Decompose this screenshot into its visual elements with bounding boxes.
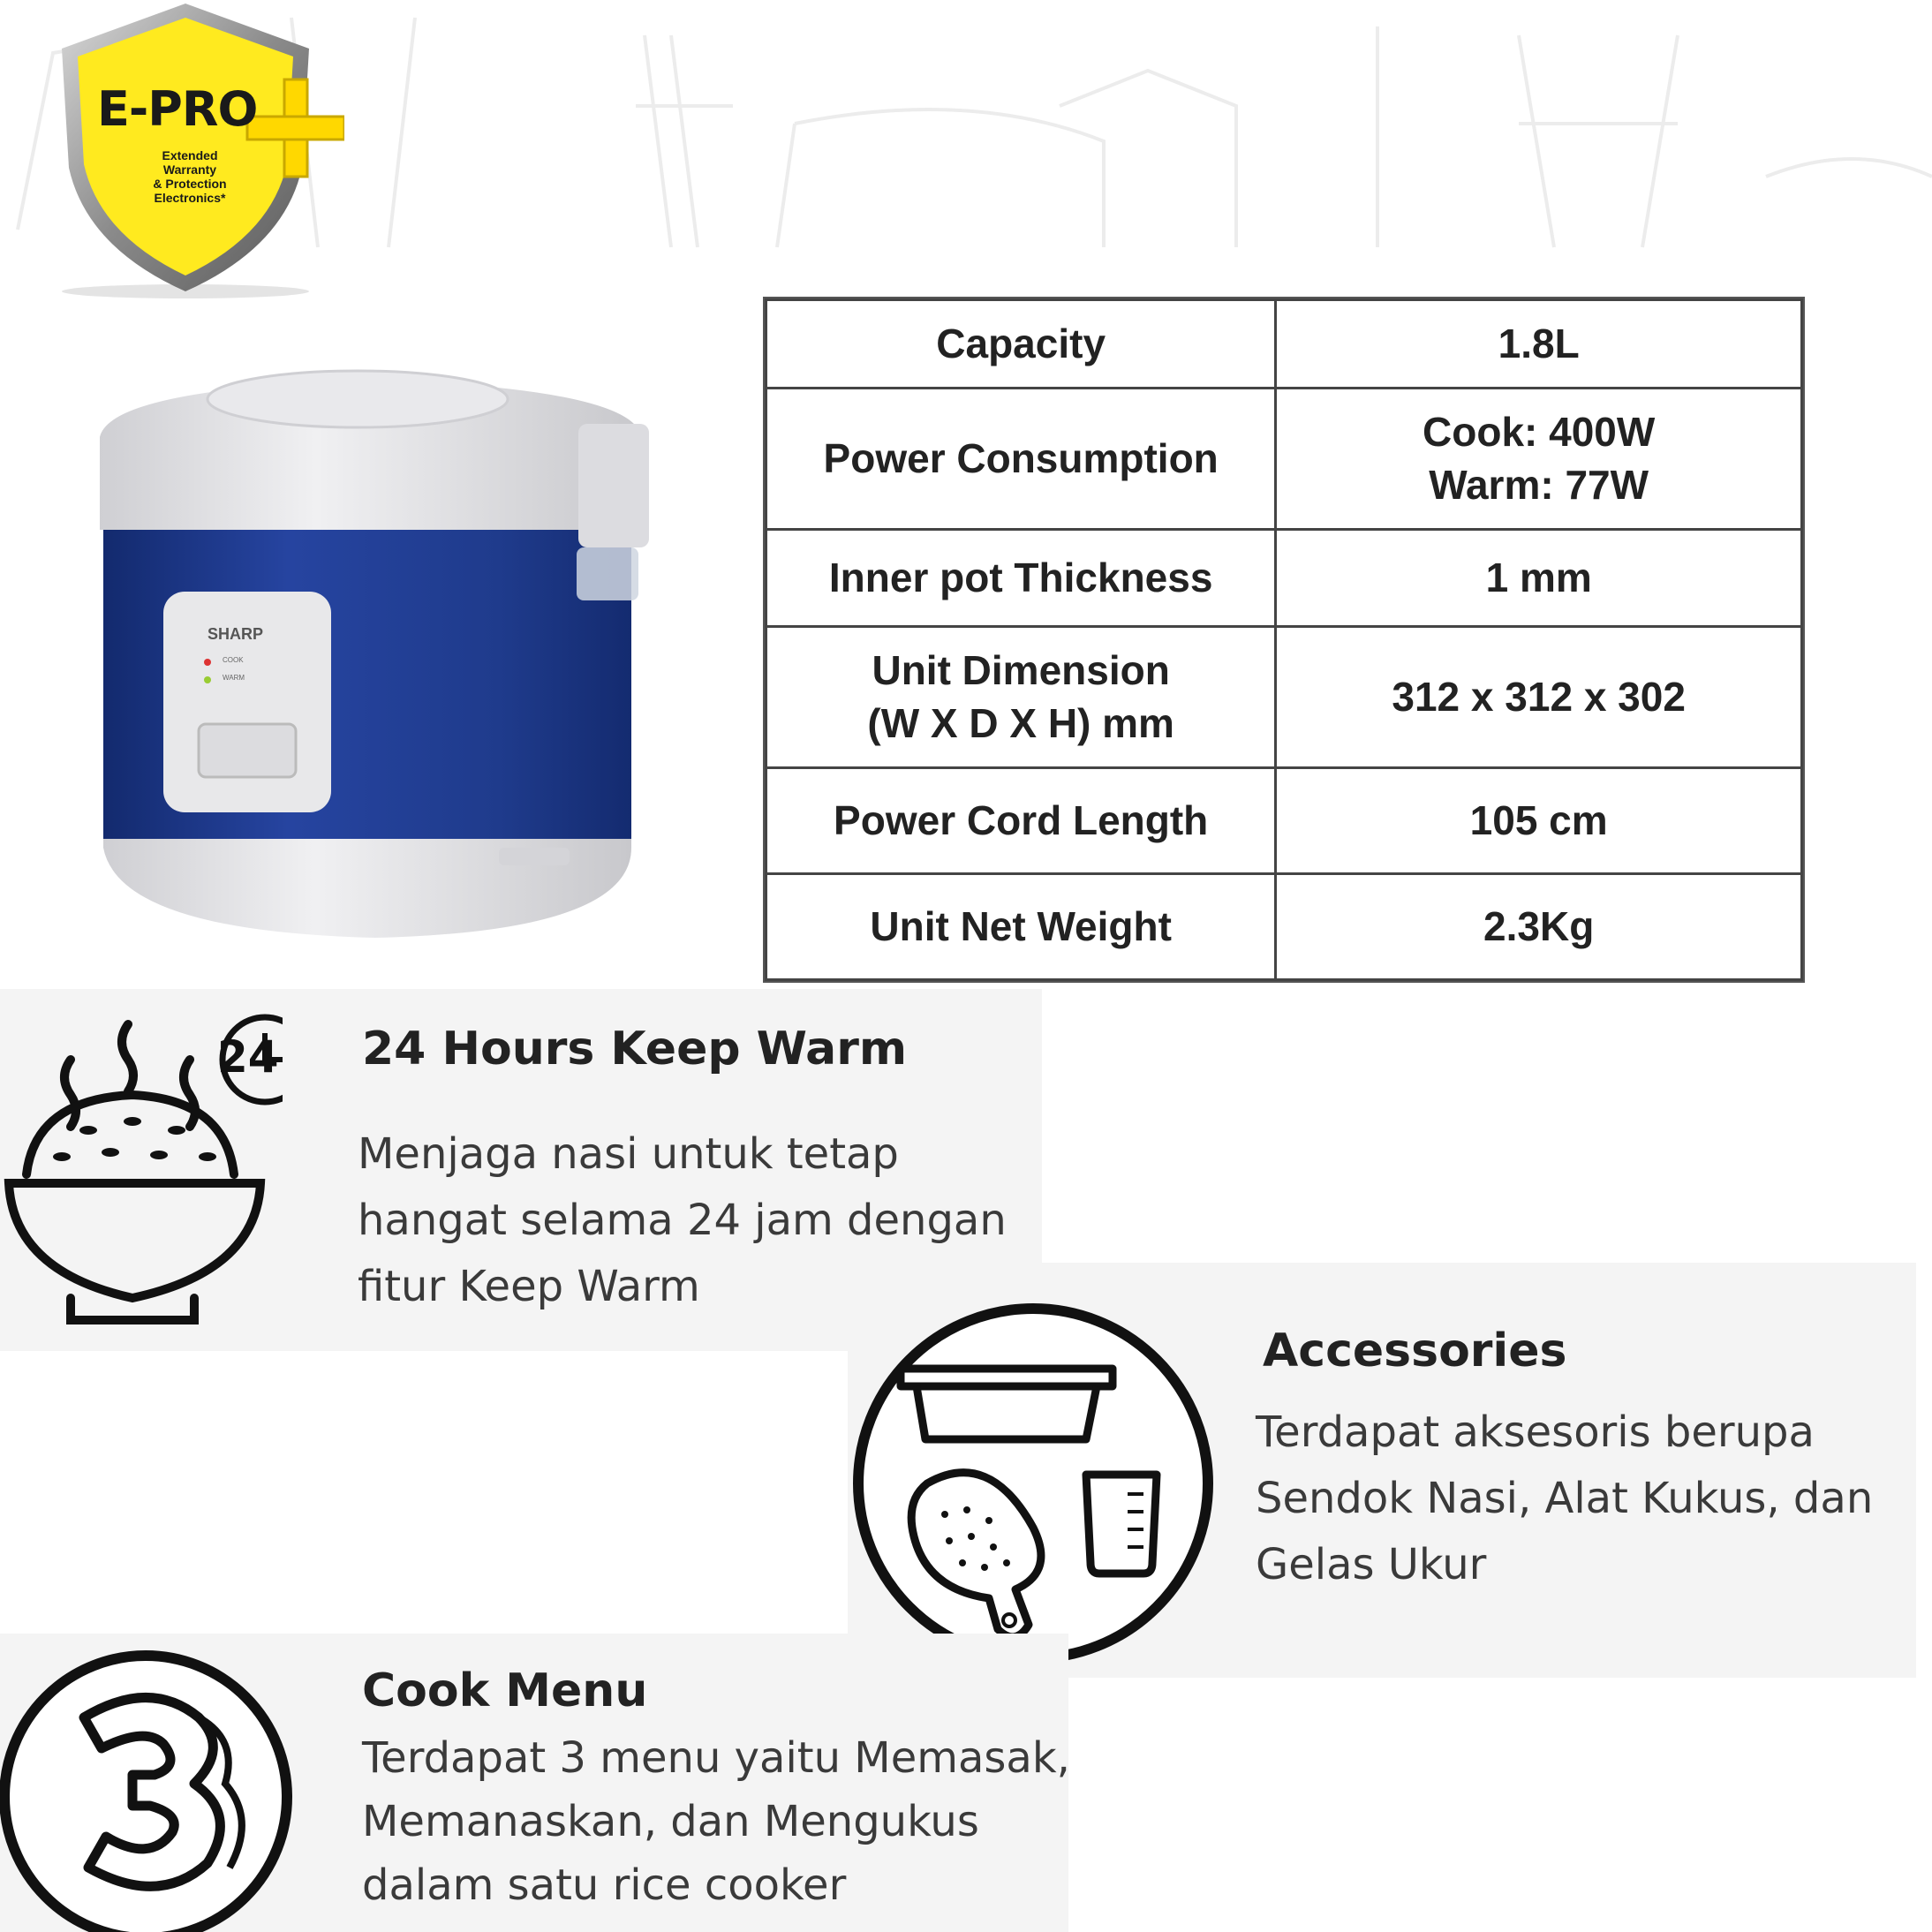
feature-description	[1256, 1400, 1873, 1598]
feature-description-line: Menjaga nasi untuk tetap	[358, 1129, 899, 1179]
feature-description-line: Memanaskan, dan Mengukus	[362, 1797, 979, 1846]
feature-title: Accessories	[1263, 1324, 1567, 1377]
rice-cooker-image	[84, 353, 667, 954]
spec-value: 2.3Kg	[1276, 874, 1802, 980]
accessories-icon	[848, 1298, 1219, 1669]
feature-description	[362, 1726, 1070, 1917]
feature-description-line: hangat selama 24 jam dengan	[358, 1196, 1007, 1245]
feature-title: 24 Hours Keep Warm	[362, 1023, 908, 1075]
spec-label: Inner pot Thickness	[766, 530, 1276, 627]
table-row	[766, 627, 1802, 768]
spec-label: Unit Net Weight	[766, 874, 1276, 980]
badge-tagline-line: Warranty	[162, 162, 217, 177]
table-row	[766, 389, 1802, 530]
keep-warm-icon-number: 24	[217, 1031, 279, 1083]
cooker-indicator-warm: WARM	[223, 674, 245, 682]
feature-description-line: dalam satu rice cooker	[362, 1860, 847, 1910]
spec-value: 312 x 312 x 302	[1276, 627, 1802, 768]
feature-description-line: fitur Keep Warm	[358, 1262, 700, 1311]
spec-label: Unit Dimension (W X D X H) mm	[766, 627, 1276, 768]
rice-cooker-icon	[84, 353, 667, 954]
badge-tagline-line: Extended	[162, 148, 218, 162]
three-menu-icon	[0, 1642, 309, 1932]
table-row	[766, 768, 1802, 874]
table-row	[766, 300, 1802, 389]
badge-brand: E-PRO	[97, 81, 258, 137]
spec-label: Power Cord Length	[766, 768, 1276, 874]
table-row	[766, 530, 1802, 627]
spec-value: 105 cm	[1276, 768, 1802, 874]
feature-description-line: Gelas Ukur	[1256, 1540, 1487, 1589]
spec-label: Power Consumption	[766, 389, 1276, 530]
feature-description-line: Sendok Nasi, Alat Kukus, dan	[1256, 1474, 1874, 1523]
cooker-brand-label: SHARP	[208, 625, 264, 643]
badge-tagline-line: & Protection	[153, 177, 227, 191]
spec-value: 1.8L	[1276, 300, 1802, 389]
epro-warranty-badge	[53, 0, 344, 300]
feature-description-line: Terdapat 3 menu yaitu Memasak,	[362, 1733, 1070, 1783]
table-row	[766, 874, 1802, 980]
badge-tagline-line: Electronics*	[154, 191, 226, 205]
spec-table	[765, 298, 1803, 981]
feature-description-line: Terdapat aksesoris berupa	[1256, 1407, 1815, 1457]
feature-title: Cook Menu	[362, 1664, 648, 1717]
spec-value: Cook: 400W Warm: 77W	[1276, 389, 1802, 530]
spec-value: 1 mm	[1276, 530, 1802, 627]
cooker-indicator-cook: COOK	[223, 656, 244, 664]
badge-tagline	[137, 148, 243, 205]
spec-label: Capacity	[766, 300, 1276, 389]
